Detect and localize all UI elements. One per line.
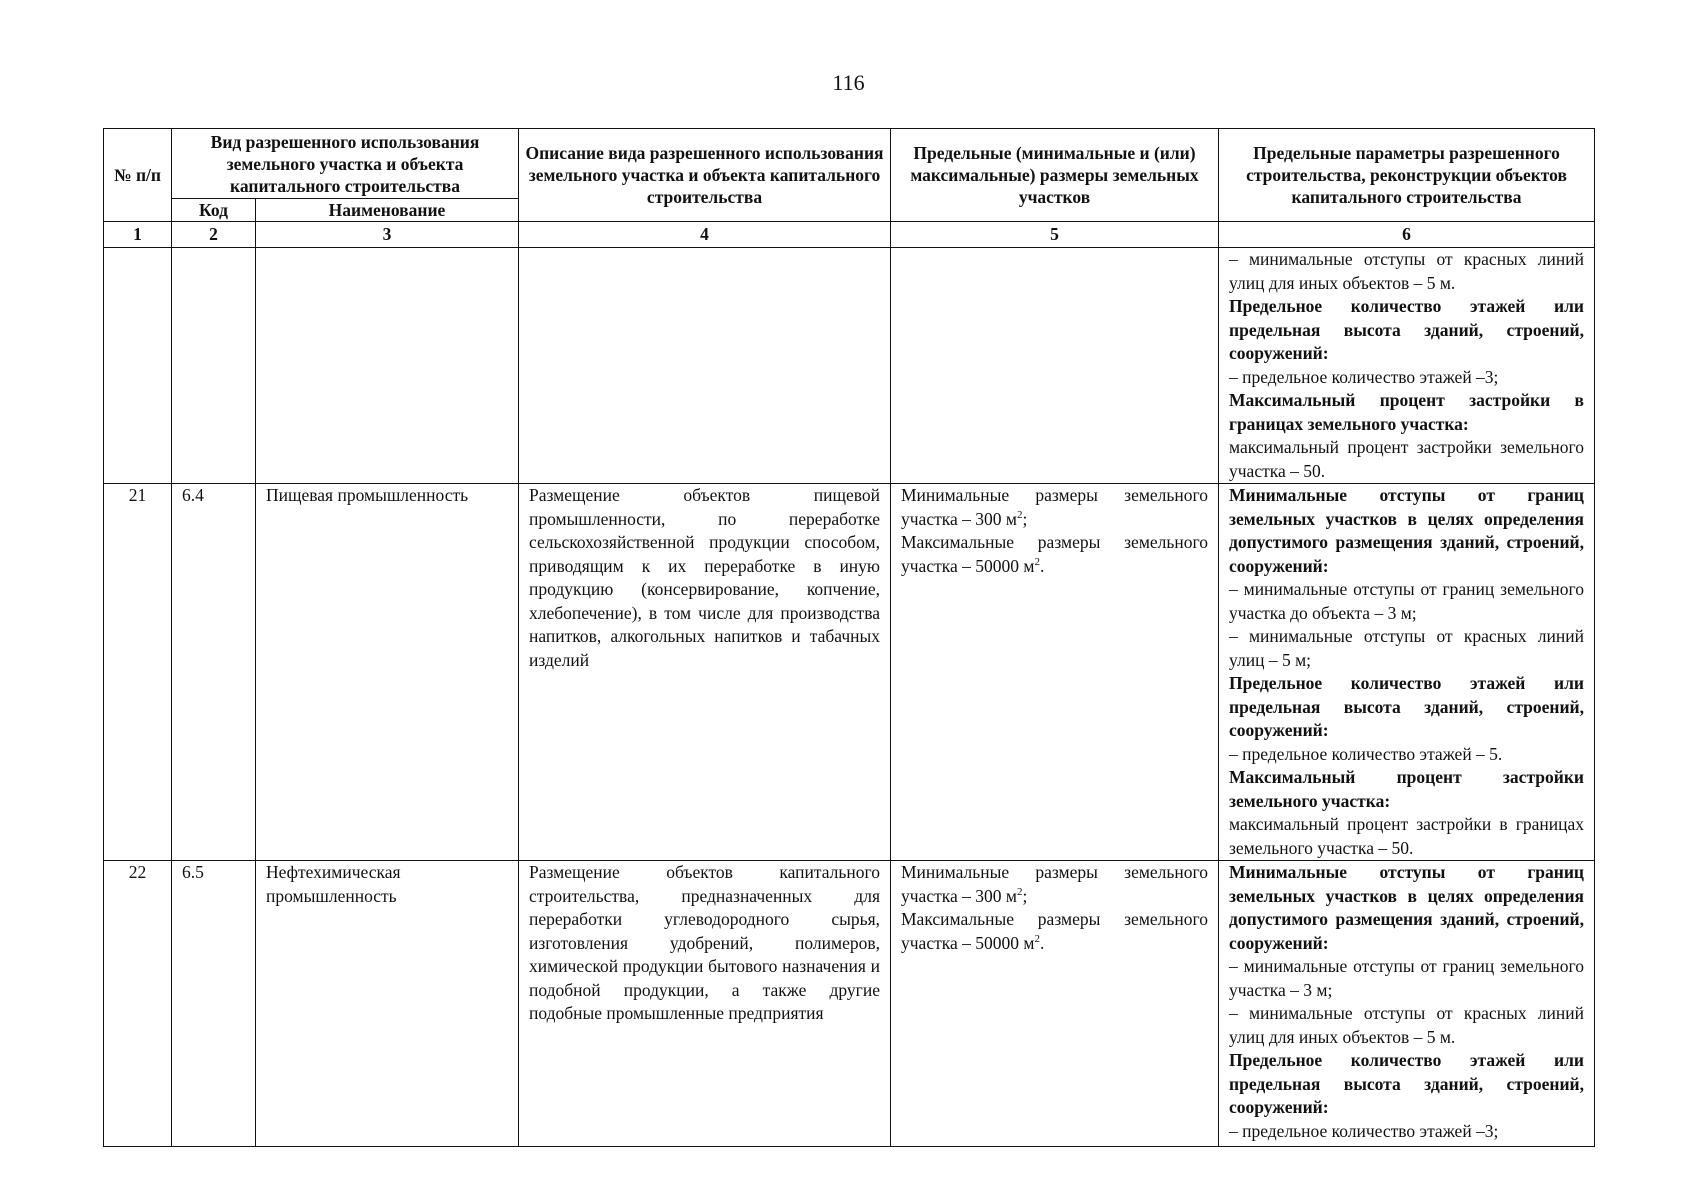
column-number: 2 <box>172 222 256 248</box>
param-heading: Минимальные отступы от границ земельных участков в целях определения допустимого размещения зданий, строений, сооружений: <box>1229 485 1584 576</box>
row-name: Пищевая промышленность <box>256 484 519 861</box>
row-description: Размещение объектов капитального строительства, предназначенных для переработки углеводородного сырья, изготовления удобрений, полимеров, химической продукции бытового назначения и подобной продукции, а также другие подобные промышленные предприятия <box>519 861 891 1147</box>
param-line: – минимальные отступы от границ земельного участка – 3 м; <box>1229 956 1584 1000</box>
row-code <box>172 248 256 484</box>
row-number <box>104 248 172 484</box>
column-number: 5 <box>891 222 1219 248</box>
column-number: 6 <box>1219 222 1595 248</box>
header-num: № п/п <box>104 129 172 222</box>
land-use-table <box>103 128 1595 1147</box>
row-params <box>1219 484 1595 861</box>
row-description <box>519 248 891 484</box>
row-sizes <box>891 484 1219 861</box>
size-max: Максимальные размеры земельного участка – 50000 $м^2$. <box>901 909 1208 953</box>
param-line: – предельное количество этажей – 5. <box>1229 743 1503 764</box>
header-description: Описание вида разрешенного использования земельного участка и объекта капитального строительства <box>519 129 891 222</box>
param-heading: Предельное количество этажей или предельная высота зданий, строений, сооружений: <box>1229 296 1584 363</box>
param-heading: Предельное количество этажей или предельная высота зданий, строений, сооружений: <box>1229 1050 1584 1117</box>
table-row <box>104 248 1595 484</box>
param-heading: Максимальный процент застройки земельного участка: <box>1229 767 1584 811</box>
row-sizes <box>891 248 1219 484</box>
size-min: Минимальные размеры земельного участка – 300 $м^2$; <box>901 485 1208 529</box>
param-heading: Максимальный процент застройки в границах земельного участка: <box>1229 390 1584 434</box>
param-heading: Предельное количество этажей или предельная высота зданий, строений, сооружений: <box>1229 673 1584 740</box>
row-name: Нефтехимическая промышленность <box>256 861 519 1147</box>
table-row <box>104 484 1595 861</box>
param-line: – предельное количество этажей –3; <box>1229 366 1499 387</box>
param-line: – предельное количество этажей –3; <box>1229 1120 1499 1141</box>
row-params <box>1219 248 1595 484</box>
header-vid: Вид разрешенного использования земельного участка и объекта капитального строительства <box>172 129 519 199</box>
size-max: Максимальные размеры земельного участка – 50000 $м^2$. <box>901 532 1208 576</box>
param-line: – минимальные отступы от красных линий улиц для иных объектов – 5 м. <box>1229 1003 1584 1047</box>
header-params: Предельные параметры разрешенного строительства, реконструкции объектов капитального строительства <box>1219 129 1595 222</box>
column-number: 4 <box>519 222 891 248</box>
size-min: Минимальные размеры земельного участка – 300 $м^2$; <box>901 862 1208 906</box>
param-line: максимальный процент застройки в границах земельного участка – 50. <box>1229 814 1584 858</box>
column-number: 1 <box>104 222 172 248</box>
column-number: 3 <box>256 222 519 248</box>
param-line: – минимальные отступы от красных линий улиц для иных объектов – 5 м. <box>1229 249 1584 293</box>
param-heading: Минимальные отступы от границ земельных участков в целях определения допустимого размещения зданий, строений, сооружений: <box>1229 862 1584 953</box>
row-sizes <box>891 861 1219 1147</box>
param-line: – минимальные отступы от красных линий улиц – 5 м; <box>1229 626 1584 670</box>
row-params <box>1219 861 1595 1147</box>
header-kod: Код <box>172 199 256 222</box>
row-name <box>256 248 519 484</box>
page-number: 116 <box>832 70 865 95</box>
row-number: 22 <box>104 861 172 1147</box>
header-name: Наименование <box>256 199 519 222</box>
param-line: максимальный процент застройки земельного участка – 50. <box>1229 437 1584 481</box>
param-line: – минимальные отступы от границ земельного участка до объекта – 3 м; <box>1229 579 1584 623</box>
row-code: 6.5 <box>172 861 256 1147</box>
row-number: 21 <box>104 484 172 861</box>
row-code: 6.4 <box>172 484 256 861</box>
header-sizes: Предельные (минимальные и (или) максимальные) размеры земельных участков <box>891 129 1219 222</box>
row-description: Размещение объектов пищевой промышленности, по переработке сельскохозяйственной продукции способом, приводящим к их переработке в иную продукцию (консервирование, копчение, хлебопечение), в том числе для производства напитков, алкогольных напитков и табачных изделий <box>519 484 891 861</box>
table-row <box>104 861 1595 1147</box>
